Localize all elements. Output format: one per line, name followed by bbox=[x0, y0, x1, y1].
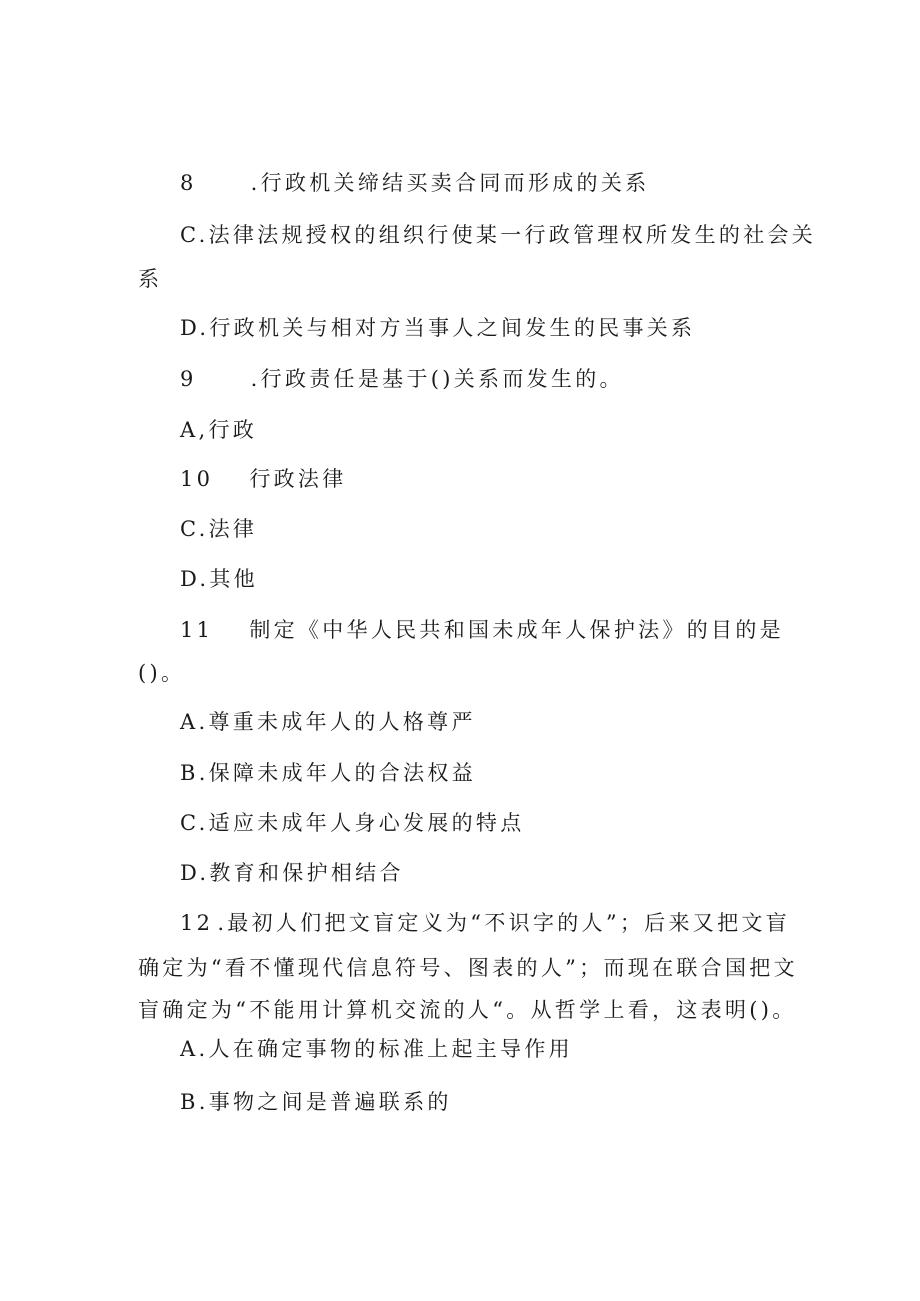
option-b bbox=[180, 466, 347, 492]
option-d: D.行政机关与相对方当事人之间发生的民事关系 bbox=[180, 316, 696, 340]
option-d: D.其他 bbox=[180, 567, 258, 591]
question-12-stem-line3: 盲确定为“不能用计算机交流的人“。从哲学上看，这表明()。 bbox=[138, 998, 797, 1022]
question-number: 9 bbox=[180, 367, 197, 391]
question-12-stem bbox=[180, 910, 790, 936]
option-b: B.保障未成年人的合法权益 bbox=[180, 761, 477, 785]
option-c: C.适应未成年人身心发展的特点 bbox=[180, 811, 525, 835]
question-text: .行政责任是基于()关系而发生的。 bbox=[250, 367, 624, 391]
question-text: 制定《中华人民共和国未成年人保护法》的目的是 bbox=[249, 618, 784, 642]
option-a: A.尊重未成年人的人格尊严 bbox=[180, 710, 476, 734]
question-11-stem bbox=[180, 617, 784, 643]
option-d: D.教育和保护相结合 bbox=[180, 861, 404, 885]
question-number: 8 bbox=[180, 171, 197, 195]
question-11-stem-line2: ()。 bbox=[138, 661, 186, 685]
question-8-stem bbox=[180, 170, 649, 196]
option-text: 行政法律 bbox=[249, 467, 347, 491]
option-c: C.法律 bbox=[180, 517, 258, 541]
question-number: 11 bbox=[180, 618, 214, 642]
option-a: A,行政 bbox=[180, 418, 258, 442]
question-text: .最初人们把文盲定义为“不识字的人”；后来又把文盲 bbox=[217, 911, 790, 935]
question-text: .行政机关缔结买卖合同而形成的关系 bbox=[250, 171, 650, 195]
option-number: 10 bbox=[180, 467, 214, 491]
option-c-line2: 系 bbox=[138, 267, 163, 291]
question-number: 12 bbox=[180, 911, 214, 935]
option-c-line1: C.法律法规授权的组织行使某一行政管理权所发生的社会关 bbox=[180, 223, 817, 247]
question-12-stem-line2: 确定为“看不懂现代信息符号、图表的人”；而现在联合国把文 bbox=[138, 956, 798, 980]
question-9-stem bbox=[180, 366, 624, 392]
option-a: A.人在确定事物的标准上起主导作用 bbox=[180, 1037, 573, 1061]
option-b: B.事物之间是普遍联系的 bbox=[180, 1090, 452, 1114]
